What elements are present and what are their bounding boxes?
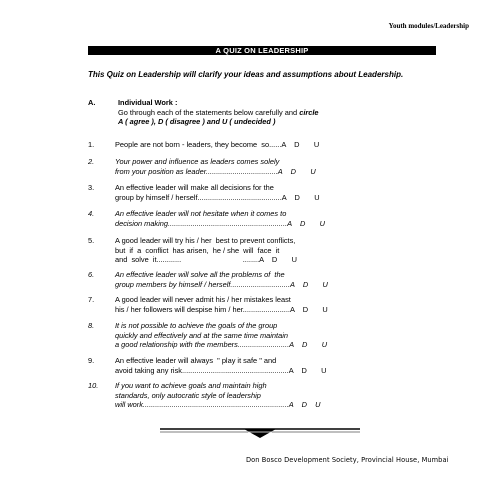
- question-item: [88, 381, 433, 410]
- question-number: 8.: [88, 321, 95, 330]
- question-text: Your power and influence as leaders comes solely from your position as leader...................................A D U: [115, 157, 316, 176]
- footer-organization: Don Bosco Development Society, Provincial House, Mumbai: [246, 456, 449, 464]
- instruction-circle: circle: [299, 107, 319, 117]
- question-text: An effective leader will not hesitate when it comes to decision making..........................................................A D U: [115, 209, 326, 228]
- question-number: 4.: [88, 209, 95, 218]
- question-number: 6.: [88, 270, 95, 279]
- instruction-text: Go through each of the statements below carefully and: [118, 107, 298, 117]
- section-heading: Individual Work :: [118, 98, 178, 107]
- question-item: [88, 295, 433, 314]
- question-item: [88, 140, 433, 150]
- question-number: 5.: [88, 236, 95, 245]
- question-text: An effective leader will make all decisions for the group by himself / herself.........................................A D U: [115, 183, 320, 202]
- running-header: Youth modules/Leadership: [388, 22, 469, 30]
- question-text: A good leader will never admit his / her mistakes least his / her followers will despise him / her.......................A D U: [115, 295, 328, 314]
- section-letter: A.: [88, 98, 96, 107]
- question-text: People are not born - leaders, they become so......A D U: [115, 140, 320, 149]
- ornament-divider-icon: [160, 425, 360, 439]
- question-text: An effective leader will solve all the problems of the group members by himself / herself.............................A D U: [115, 270, 328, 289]
- question-text: If you want to achieve goals and maintain high standards, only autocratic style of leadership will work.......................................................................A D U: [115, 381, 321, 409]
- intro-paragraph: This Quiz on Leadership will clarify your ideas and assumptions about Leadership.: [88, 70, 404, 79]
- question-item: [88, 209, 433, 228]
- question-number: 2.: [88, 157, 95, 166]
- question-text: An effective leader will always " play it safe " and avoid taking any risk....................................................A D U: [115, 356, 327, 375]
- question-text: It is not possible to achieve the goals of the group quickly and effectively and at the same time maintain a good relationship with the members.........................A D U: [115, 321, 328, 349]
- question-number: 9.: [88, 356, 95, 365]
- question-number: 10.: [88, 381, 99, 390]
- question-item: [88, 270, 433, 289]
- section-instruction: [118, 108, 433, 118]
- question-item: [88, 183, 433, 202]
- question-item: [88, 356, 433, 375]
- answer-options: A ( agree ), D ( disagree ) and U ( undecided ): [118, 117, 276, 126]
- question-text: A good leader will try his / her best to prevent conflicts, but if a conflict has arisen, he / she will face it and solve it............ ........A D U: [115, 236, 297, 264]
- question-item: [88, 157, 433, 176]
- page-title: A QUIZ ON LEADERSHIP: [88, 46, 436, 55]
- question-number: 7.: [88, 295, 95, 304]
- section-individual-work: [88, 98, 433, 127]
- question-item: [88, 236, 433, 265]
- question-number: 1.: [88, 140, 95, 149]
- question-item: [88, 321, 433, 350]
- question-number: 3.: [88, 183, 95, 192]
